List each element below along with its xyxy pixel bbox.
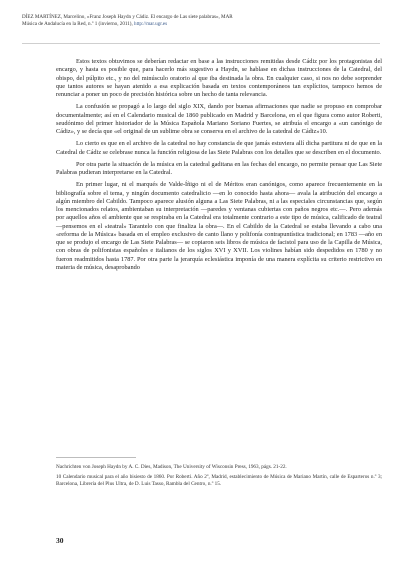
header-divider	[22, 43, 380, 44]
body-text	[56, 58, 382, 276]
paragraph-4: Por otra parte la situación de la música en la catedral gaditana en las fechas del encargo, no permite pensar que Las Siete Palabras pudieran interpretarse en la Catedral.	[56, 160, 382, 176]
paragraph-1: Estos textos obtuvimos se deberían redactar en base a las instrucciones remitidas desde Cádiz por los protagonistas del encargo, y hasta es posible que, para hacerlo más sugestivo a Haydn, se hablase en dichas instrucciones de la Catedral, del obispo, del púlpito etc., y no del minúsculo oratorio al que iba destinada la obra. En cualquier caso, si nos no debe sorprender que tantos autores se hayan atenido a esa explicación basada en textos contemporáneos tan explícitos, tampoco hemos de renunciar a poner un poco de precisión histórica sobre un hecho de tanta relevancia.	[56, 58, 382, 98]
header-url-link[interactable]: http://mar.ugr.es	[134, 21, 168, 27]
footnote-10: 10 Calendario musical para el año bisiesto de 1860. Por Roberti. Año 2º, Madrid, establecimiento de Música de Mariano Martín, calle de Esparteros n.º 3; Barcelona, Librería del Plus Ultra, de D. Luis Tasso, Rambla del Centro, n.º 15.	[56, 474, 382, 487]
paragraph-2: La confusión se propagó a lo largo del siglo XIX, dando por buenas afirmaciones que nadie se propuso en comprobar documentalmente; así en el Calendario musical de 1860 publicado en Madrid y Barcelona, en el que figura como autor Roberti, seudónimo del primer historiador de la Música Española Mariano Soriano Fuertes, se atribuía el encargo a «un canónigo de Cádiz», y se decía que «el original de un sublime obra se conserva en el archivo de la catedral de Cádiz»10.	[56, 103, 382, 135]
running-header	[22, 14, 382, 28]
footnotes	[56, 464, 382, 491]
paragraph-5: En primer lugar, ni el marqués de Valde-Íñigo ni el de Méritos eran canónigos, como aparece frecuentemente en la bibliografía sobre el tema, y ningún documento catedralicio —en lo conocido hasta ahora— avala la atribución del encargo a algún miembro del Cabildo. Tampoco aparece alusión alguna a Las Siete Palabras, ni a las especiales circunstancias que, según los mencionados relatos, ambientaban su interpretación —paredes y ventanas cubiertas con paños negros etc.—. Pero además por aquellos años el ambiente que se respiraba en la Catedral era totalmente contrario a este tipo de música, calificado de teatral —pensemos en el «teatral» Tarantelo con que finaliza la obra—. En el Cabildo de la Catedral se estaba llevando a cabo una «reforma de la Música» basada en el empleo exclusivo de canto llano y polifonía contrapuntística tradicional; en 1783 —año en que se produjo el encargo de Las Siete Palabras— se copiaron seis libros de música de facistol para uso de la Capilla de Música, con obras de polifonistas españoles e italianos de los siglos XVI y XVII. Los violines habían sido despedidos en 1780 y no fueron readmitidos hasta 1787. Por otra parte la jerarquía eclesiástica imponía de una manera explícita su criterio restrictivo en materia de música, desaprobando	[56, 181, 382, 271]
header-citation-line-2	[22, 21, 382, 28]
page-number: 30	[56, 536, 64, 545]
footnote-9: Nachrichten von Joseph Haydn by A. C. Dies, Madison, The University of Wisconsin Press, 1963, págs. 21-22.	[56, 464, 287, 470]
footnote-divider	[56, 457, 136, 458]
header-citation-line-1: DÍEZ MARTÍNEZ, Marcelino, «Franz Joseph Haydn y Cádiz. El encargo de Las siete palabras», MAR	[22, 14, 233, 20]
header-citation-journal: Música de Andalucía en la Red, n.º 1 (invierno, 2011),	[22, 21, 133, 27]
paragraph-3: Lo cierto es que en el archivo de la catedral no hay constancia de que jamás estuviera allí dicha partitura ni de que en la Catedral de Cádiz se celebrase nunca la función religiosa de las Siete Palabras con los detalles que se describen en el documento.	[56, 140, 382, 156]
